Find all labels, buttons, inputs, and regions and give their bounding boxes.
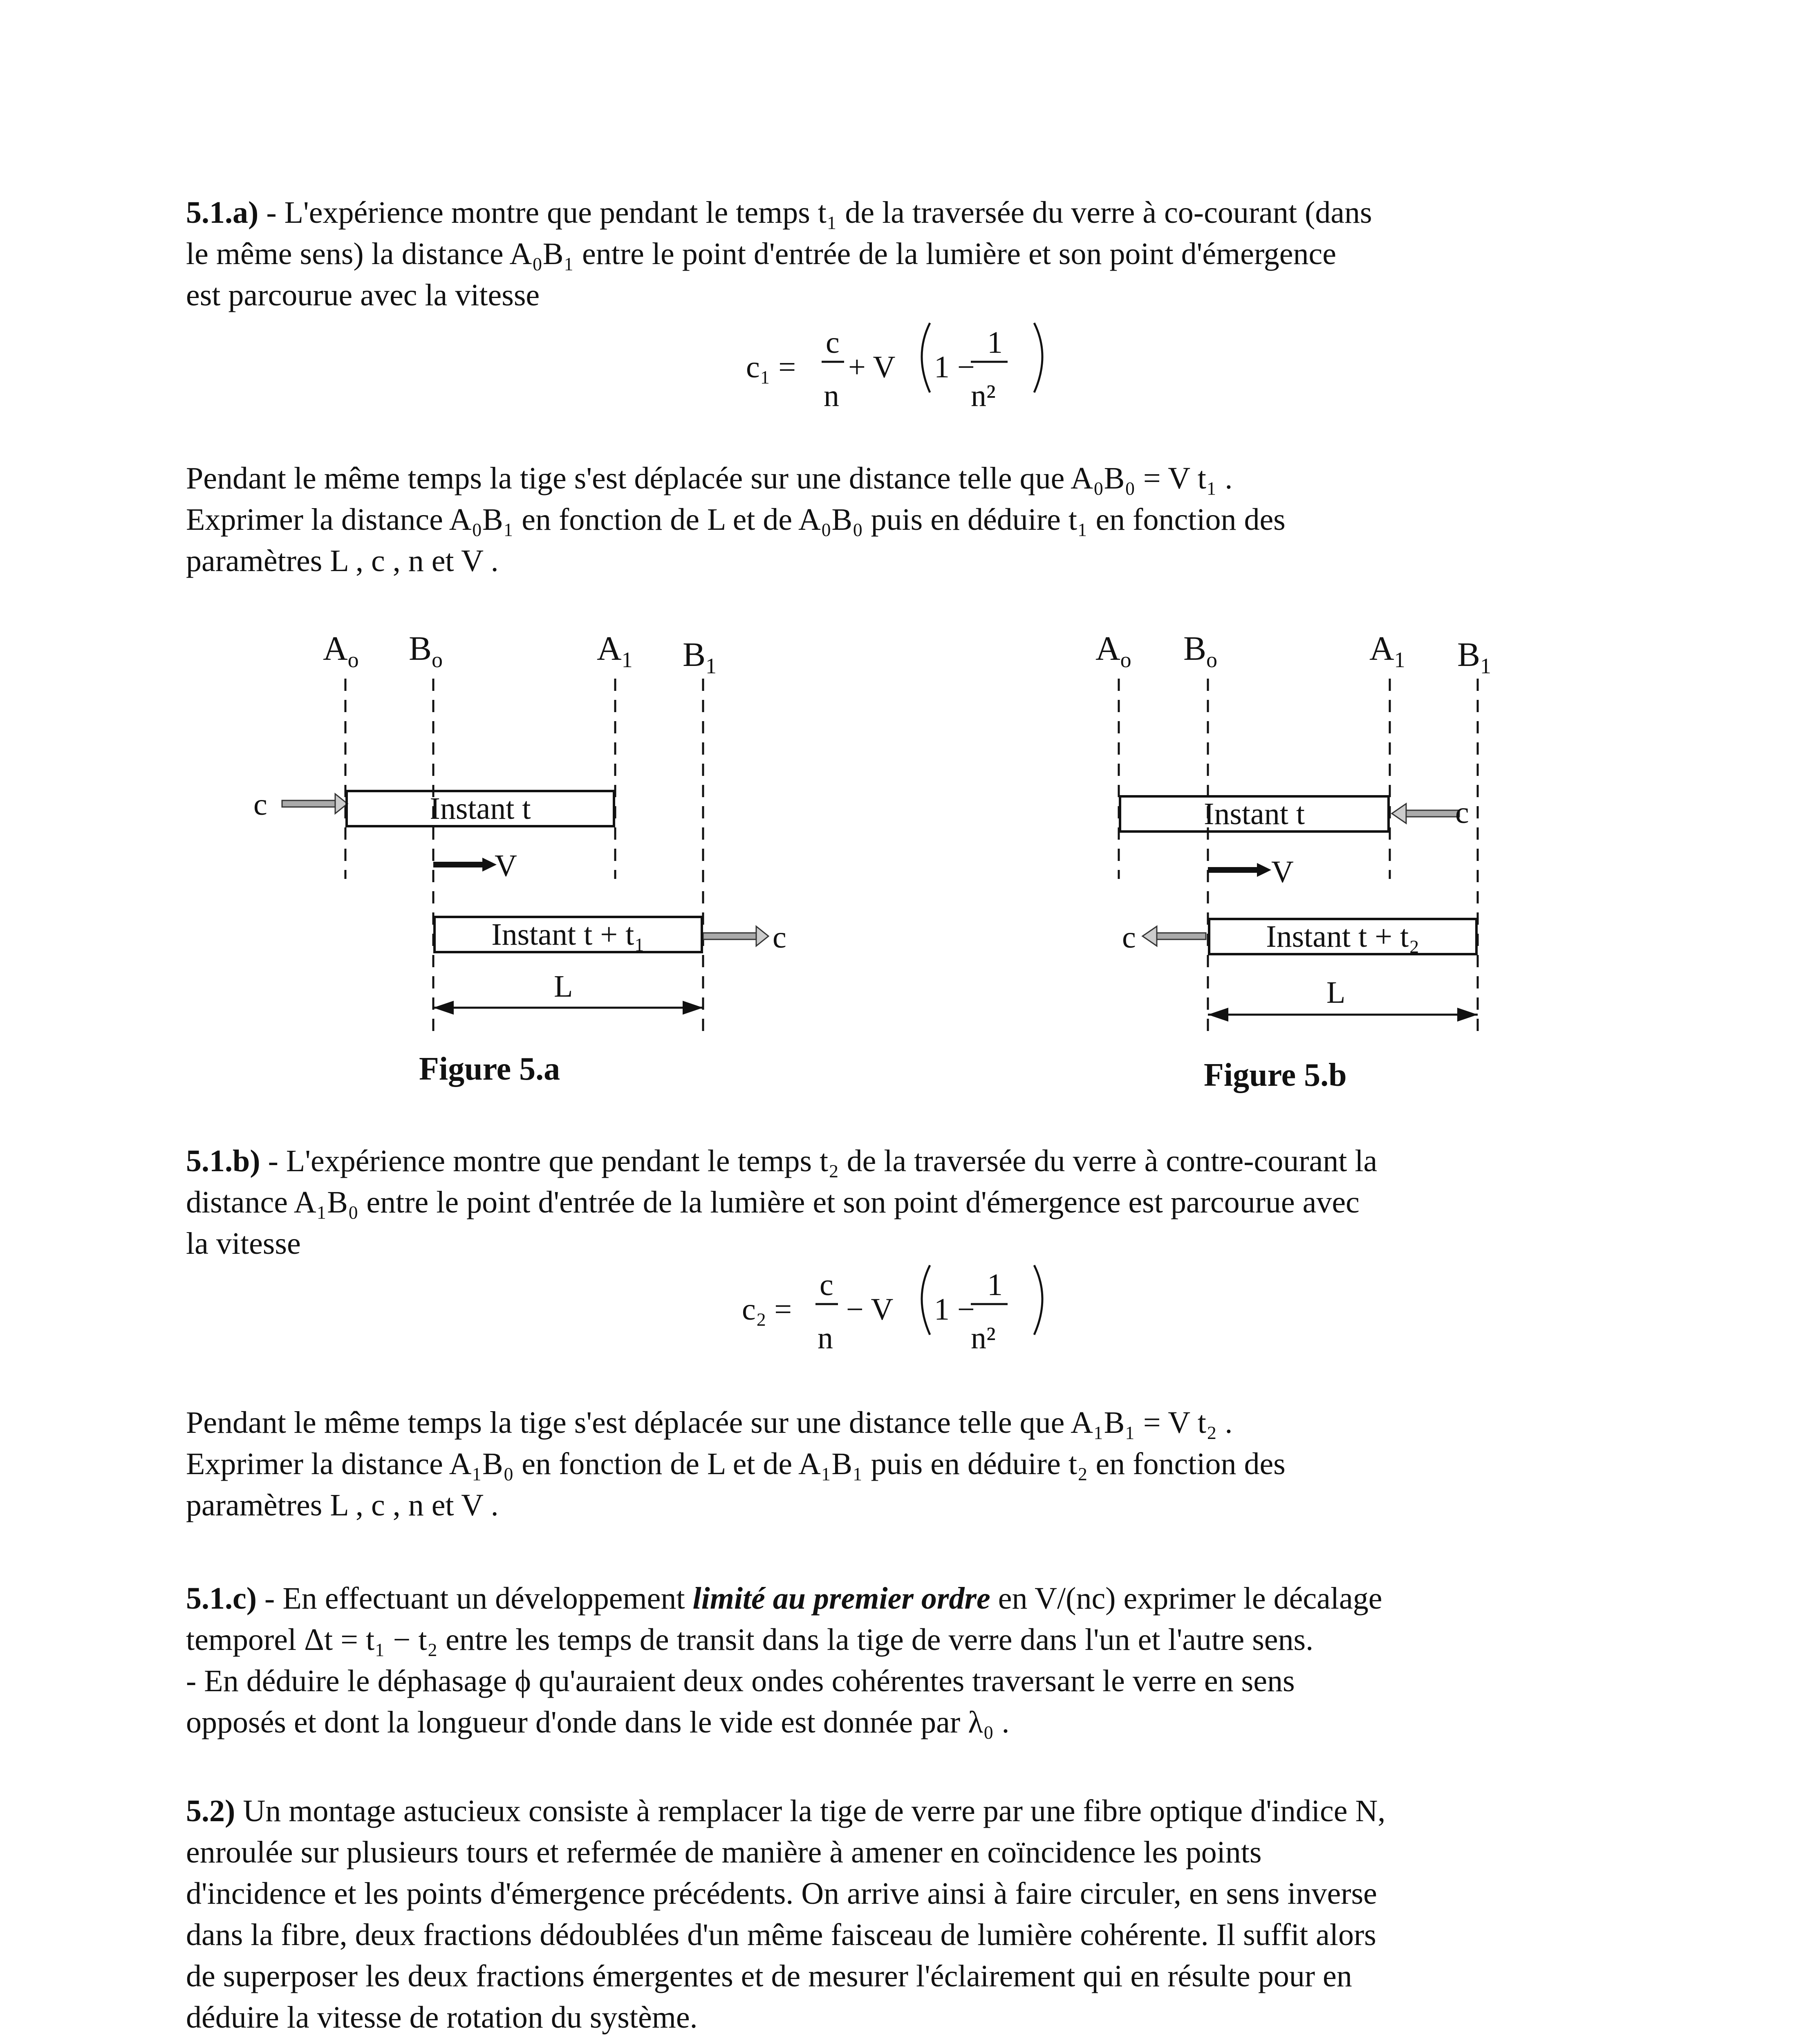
c-in-label-a: c: [253, 787, 267, 822]
eq-n2: n²: [971, 1321, 996, 1355]
figure-5a-caption: Figure 5.a: [419, 1051, 560, 1087]
v-label-b: V: [1271, 855, 1294, 889]
paragraph-5-1-c: [186, 1578, 1584, 1743]
paragraph-5-2: [186, 1791, 1584, 2038]
instant-t-box-b: Instant t: [1119, 795, 1390, 833]
eq-n: n: [824, 379, 839, 413]
text-line: Pendant le même temps la tige s'est déplacée sur une distance telle que A₀B₀ = V t₁ .: [186, 461, 1233, 495]
eq-op: + V: [848, 350, 896, 384]
text-line: opposés et dont la longueur d'onde dans le vide est donnée par λ₀ .: [186, 1705, 1010, 1739]
point-b0-a: $B_o$: [409, 630, 443, 672]
text-line: - En déduire le déphasage ϕ qu'auraient deux ondes cohérentes traversant le verre en sens: [186, 1664, 1295, 1698]
eq-op: − V: [846, 1292, 894, 1327]
point-a1-a: $A_1$: [597, 630, 633, 672]
text-line: Exprimer la distance A₁B₀ en fonction de L et de A₁B₁ puis en déduire t₂ en fonction des: [186, 1447, 1286, 1481]
eq-n: n: [818, 1321, 833, 1355]
eq-c: c: [820, 1268, 833, 1302]
text-line: temporel Δt = t₁ − t₂ entre les temps de transit dans la tige de verre dans l'un et l'autre sens.: [186, 1623, 1314, 1657]
section-label: 5.1.a): [186, 195, 259, 230]
paragraph-5-1-b-cont: [186, 1402, 1584, 1526]
text-line: - L'expérience montre que pendant le temps t₁ de la traversée du verre à co-courant (dans: [258, 195, 1372, 230]
text-line: la vitesse: [186, 1226, 301, 1261]
c-in-arrow-b: [1406, 810, 1459, 817]
text-line: d'incidence et les points d'émergence précédents. On arrive ainsi à faire circuler, en sens inverse: [186, 1876, 1377, 1911]
text-line: paramètres L , c , n et V .: [186, 1488, 499, 1522]
text-line: - L'expérience montre que pendant le temps t₂ de la traversée du verre à contre-courant la: [260, 1144, 1378, 1178]
bracket-l-2: [922, 1265, 930, 1335]
section-label: 5.1.b): [186, 1144, 260, 1178]
point-b1-a: $B_1$: [683, 636, 717, 678]
eq-minus: 1 −: [934, 350, 975, 384]
v-label-a: V: [495, 849, 517, 883]
point-a1-b: $A_1$: [1369, 630, 1405, 672]
eq-one: 1: [987, 325, 1003, 360]
point-a0-a: $A_o$: [323, 630, 359, 672]
instant-t-box-a: Instant t: [345, 790, 615, 827]
text-line: distance A₁B₀ entre le point d'entrée de la lumière et son point d'émergence est parcourue avec: [186, 1185, 1360, 1219]
c-in-arrow-a: [282, 800, 335, 807]
fig5b-arrows: [1142, 804, 1478, 1022]
eq-minus: 1 −: [934, 1292, 975, 1327]
instant-t-t1-box-a: Instant t + t₁: [433, 916, 703, 953]
text-line: déduire la vitesse de rotation du système.: [186, 2000, 698, 2035]
text-line: Pendant le même temps la tige s'est déplacée sur une distance telle que A₁B₁ = V t₂ .: [186, 1405, 1233, 1440]
text-line: Exprimer la distance A₀B₁ en fonction de L et de A₀B₀ puis en déduire t₁ en fonction des: [186, 502, 1286, 537]
eq-lhs: c₂ =: [742, 1292, 792, 1327]
paragraph-5-1-b: [186, 1141, 1584, 1264]
text-line: dans la fibre, deux fractions dédoublées d'un même faisceau de lumière cohérente. Il suffit alors: [186, 1918, 1376, 1952]
text-line: - En effectuant un développement: [257, 1581, 693, 1616]
section-label: 5.2): [186, 1794, 235, 1828]
bracket-r-2: [1034, 1265, 1042, 1335]
emphasis-text: limité au premier ordre: [692, 1581, 990, 1616]
l-label-a: L: [554, 969, 573, 1004]
section-label: 5.1.c): [186, 1581, 257, 1616]
eq-c: c: [826, 325, 840, 360]
l-label-b: L: [1326, 975, 1346, 1010]
eq-n2: n²: [971, 379, 996, 413]
c-out-label-b: c: [1122, 920, 1136, 955]
point-b1-b: $B_1$: [1457, 636, 1492, 678]
bracket-r-1: [1034, 323, 1042, 392]
figure-5b-caption: Figure 5.b: [1204, 1057, 1347, 1093]
text-line: en V/(nc) exprimer le décalage: [990, 1581, 1382, 1616]
text-line: Un montage astucieux consiste à remplacer la tige de verre par une fibre optique d'indice N,: [235, 1794, 1386, 1828]
c-out-arrow-b: [1157, 933, 1206, 939]
text-line: paramètres L , c , n et V .: [186, 544, 499, 578]
text-line: le même sens) la distance A₀B₁ entre le point d'entrée de la lumière et son point d'émergence: [186, 237, 1337, 271]
instant-t-t2-box-b: Instant t + t₂: [1208, 918, 1478, 955]
text-line: est parcourue avec la vitesse: [186, 278, 540, 312]
bracket-l-1: [922, 323, 930, 392]
point-b0-b: $B_o$: [1183, 630, 1218, 672]
eq-lhs: c₁ =: [746, 350, 796, 384]
c-out-arrow-a: [703, 933, 756, 939]
text-line: enroulée sur plusieurs tours et refermée de manière à amener en coïncidence les points: [186, 1835, 1262, 1869]
c-out-label-a: c: [773, 920, 786, 955]
eq-one: 1: [987, 1268, 1003, 1302]
c-in-label-b: c: [1455, 796, 1469, 830]
point-a0-b: $A_o$: [1095, 630, 1131, 672]
text-line: de superposer les deux fractions émergentes et de mesurer l'éclairement qui en résulte pour en: [186, 1959, 1352, 1993]
